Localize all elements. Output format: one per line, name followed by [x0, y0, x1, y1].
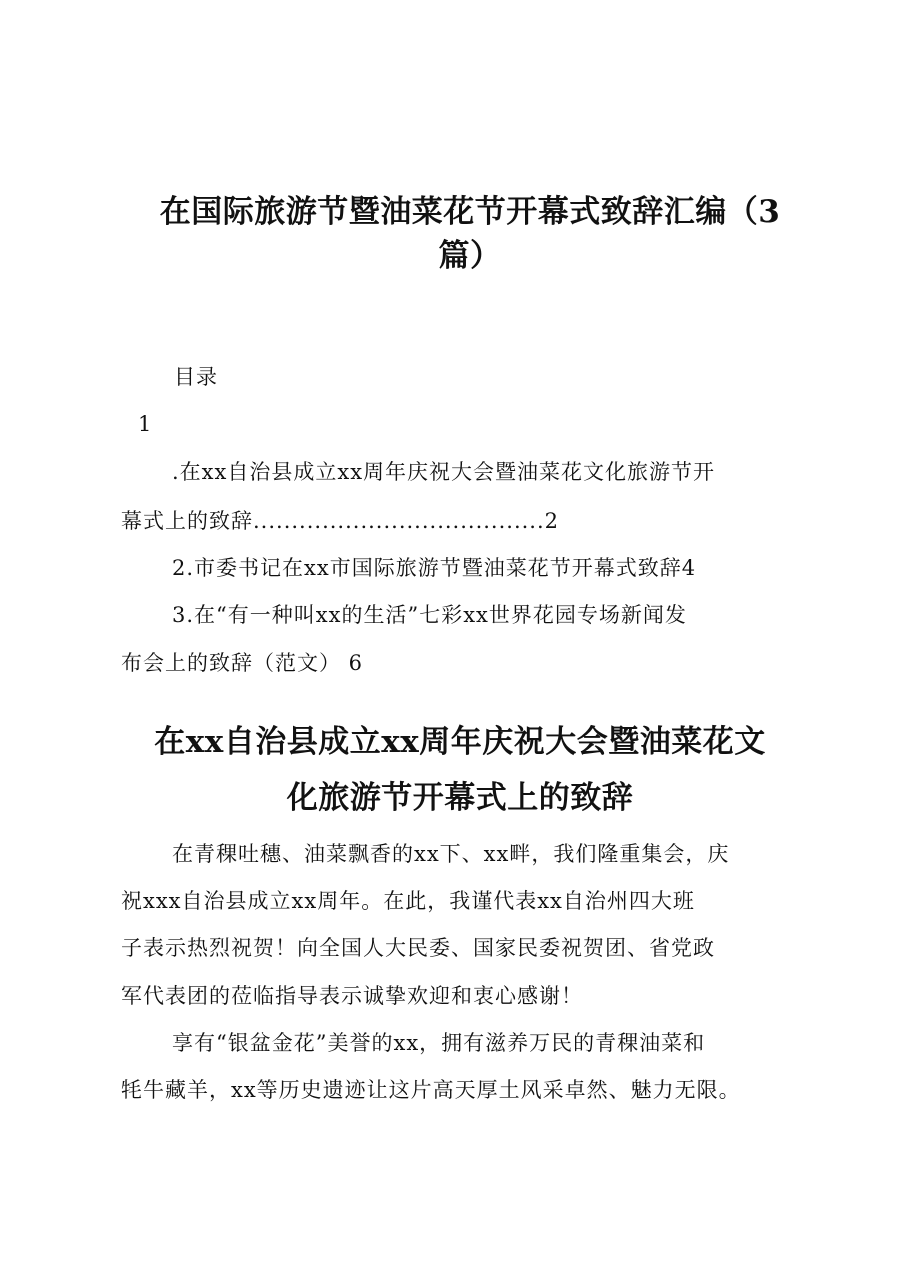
paragraph-2-line-1: 享有“银盆金花”美誉的xx，拥有滋养万民的青稞油菜和 [172, 1031, 706, 1055]
paragraph-1-line-4: 军代表团的莅临指导表示诚挚欢迎和衷心感谢！ [121, 984, 583, 1008]
section-title-line-1: 在xx自治县成立xx周年庆祝大会暨油菜花文 [154, 724, 766, 760]
toc-item-3-line-2: 布会上的致辞（范文） 6 [121, 651, 364, 675]
paragraph-2-line-2: 牦牛藏羊，xx等历史遗迹让这片高天厚土风采卓然、魅力无限。 [121, 1078, 741, 1102]
toc-page-marker: 1 [138, 412, 153, 436]
paragraph-1-line-3: 子表示热烈祝贺！向全国人大民委、国家民委祝贺团、省党政 [121, 936, 715, 960]
toc-item-1-line-2: 幕式上的致辞......................................2 [121, 509, 560, 533]
toc-item-1-line-1: .在xx自治县成立xx周年庆祝大会暨油菜花文化旅游节开 [172, 460, 716, 484]
section-title-line-2: 化旅游节开幕式上的致辞 [286, 780, 634, 816]
document-title [120, 190, 820, 278]
document-title-line-1: 在国际旅游节暨油菜花节开幕式致辞汇编（3 [159, 194, 781, 230]
section-title [120, 714, 800, 826]
toc-heading: 目录 [174, 365, 218, 389]
paragraph-1-line-1: 在青稞吐穗、油菜飘香的xx下、xx畔，我们隆重集会，庆 [172, 842, 730, 866]
paragraph-1-line-2: 祝xxx自治县成立xx周年。在此，我谨代表xx自治州四大班 [121, 889, 695, 913]
toc-item-3-line-1: 3.在“有一种叫xx的生活”七彩xx世界花园专场新闻发 [172, 603, 687, 627]
document-title-line-2: 篇） [438, 238, 502, 274]
toc-item-2: 2.市委书记在xx市国际旅游节暨油菜花节开幕式致辞4 [172, 556, 697, 580]
